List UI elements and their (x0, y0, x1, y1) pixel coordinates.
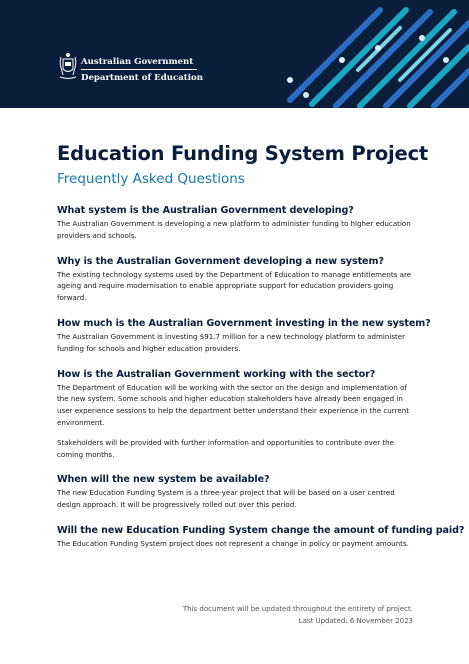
document-subtitle: Frequently Asked Questions (57, 171, 245, 187)
update-note: This document will be updated throughout the entirety of project. (182, 605, 413, 613)
decorative-stripes (250, 0, 469, 108)
faq-question: Why is the Australian Government developing a new system? (57, 255, 384, 267)
faq-item (57, 317, 431, 355)
faq-answer-continued: Stakeholders will be provided with further information and opportunities to contribute over the coming months. (57, 437, 395, 459)
header-banner (0, 0, 469, 108)
document-title: Education Funding System Project (57, 142, 429, 165)
last-updated: Last Updated: 6 November 2023 (298, 616, 413, 625)
department-name: Department of Education (81, 73, 204, 83)
faq-question: When will the new system be available? (57, 474, 270, 486)
faq-answer: The Education Funding System project does not represent a change in policy or payment amounts. (57, 538, 409, 548)
faq-item (57, 256, 419, 304)
faq-item (57, 369, 419, 461)
government-name: Australian Government (81, 57, 194, 67)
faq-item (57, 205, 419, 242)
coat-of-arms-icon (57, 51, 79, 81)
org-divider (81, 69, 197, 70)
faq-item (57, 524, 465, 550)
faq-answer: The Department of Education will be working with the sector on the design and implementation of the new system. Some schools and higher education stakeholders have already been engaged in user experience sessions to help the department better understand their experience in the current environment. (57, 382, 409, 427)
faq-question: How much is the Australian Government investing in the new system? (57, 317, 431, 329)
faq-answer: The Australian Government is investing $91.7 million for a new technology platform to administer funding for schools and higher education providers. (57, 331, 406, 353)
faq-question: How is the Australian Government working with the sector? (57, 368, 376, 380)
faq-item (57, 474, 419, 511)
organisation-name (81, 57, 203, 83)
faq-question: What system is the Australian Government developing? (57, 205, 354, 216)
faq-answer: The new Education Funding System is a three-year project that will be based on a user centred design approach. It will be progressively rolled out over this period. (57, 488, 395, 510)
faq-list (57, 205, 465, 550)
faq-question: Will the new Education Funding System change the amount of funding paid? (57, 524, 465, 536)
document-footer (183, 604, 413, 627)
faq-answer: The existing technology systems used by the Department of Education to manage entitlements are ageing and require modernisation to enable appropriate support for education providers going forward. (57, 269, 412, 303)
faq-answer: The Australian Government is developing a new platform to administer funding to higher education providers and schools. (57, 219, 411, 240)
